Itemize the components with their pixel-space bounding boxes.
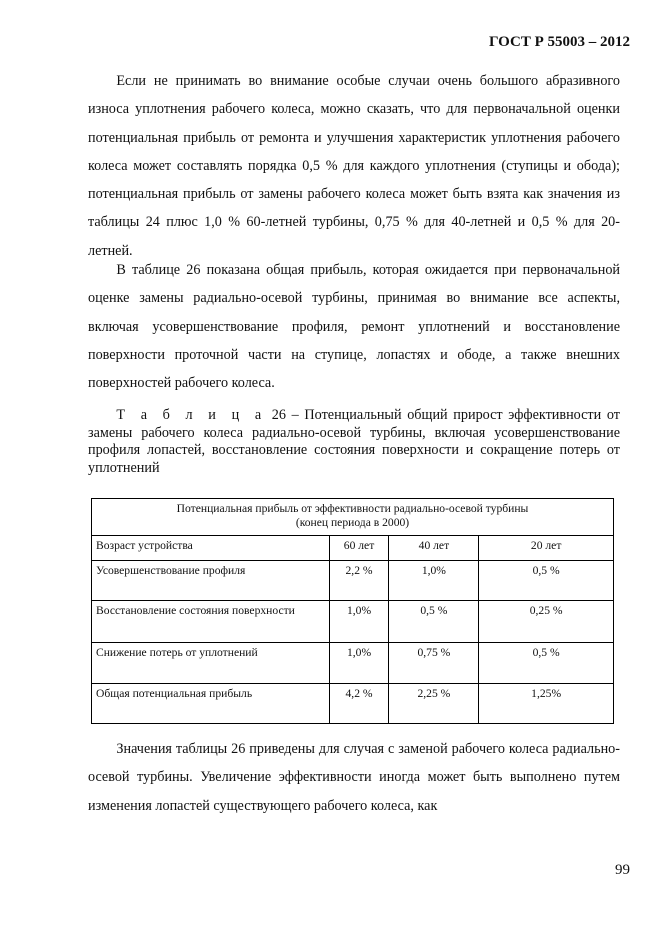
paragraph-3 bbox=[88, 735, 620, 820]
table-title-line-1: Потенциальная прибыль от эффективности радиально-осевой турбины bbox=[176, 502, 529, 515]
cell-40: 0,75 % bbox=[389, 643, 479, 684]
table-row bbox=[92, 601, 614, 643]
cell-20: 0,25 % bbox=[479, 601, 614, 643]
page-number: 99 bbox=[615, 862, 630, 878]
paragraph-1 bbox=[88, 67, 620, 265]
cell-20: 0,5 % bbox=[479, 561, 614, 601]
table-row bbox=[92, 643, 614, 684]
col-header-40: 40 лет bbox=[389, 536, 479, 561]
table-title-line-2: (конец периода в 2000) bbox=[295, 516, 410, 529]
table-title-cell bbox=[92, 499, 614, 536]
row-label: Восстановление состояния поверхности bbox=[92, 601, 330, 643]
document-header: ГОСТ Р 55003 – 2012 bbox=[488, 34, 630, 50]
table-header-row bbox=[92, 536, 614, 561]
col-header-20: 20 лет bbox=[479, 536, 614, 561]
row-label: Общая потенциальная прибыль bbox=[92, 684, 330, 724]
col-header-age: Возраст устройства bbox=[92, 536, 330, 561]
cell-60: 1,0% bbox=[329, 601, 389, 643]
cell-60: 1,0% bbox=[329, 643, 389, 684]
col-header-60: 60 лет bbox=[329, 536, 389, 561]
table-title-row bbox=[92, 499, 614, 536]
table-caption-text: 26 – Потенциальный общий прирост эффективности от замены рабочего колеса радиально-осевой турбины, включая усовершенствование профиля лопастей, восстановление состояния поверхности и сокращение потерь от уплотнений bbox=[88, 407, 620, 476]
cell-40: 0,5 % bbox=[389, 601, 479, 643]
table-caption-label: Т а б л и ц а bbox=[116, 407, 267, 423]
table-row bbox=[92, 684, 614, 724]
row-label: Усовершенствование профиля bbox=[92, 561, 330, 601]
efficiency-table bbox=[91, 498, 614, 724]
cell-40: 2,25 % bbox=[389, 684, 479, 724]
cell-40: 1,0% bbox=[389, 561, 479, 601]
cell-60: 2,2 % bbox=[329, 561, 389, 601]
table-caption bbox=[88, 407, 620, 477]
table-row bbox=[92, 561, 614, 601]
paragraph-1-text: Если не принимать во внимание особые случаи очень большого абразивного износа уплотнения рабочего колеса, можно сказать, что для первоначальной оценки потенциальная прибыль от ремонта и улучшения характеристик уплотнения рабочего колеса может составлять порядка 0,5 % для каждого уплотнения (ступицы и обода); потенциальная прибыль от замены рабочего колеса может быть взята как значения из таблицы 24 плюс 1,0 % 60-летней турбины, 0,75 % для 40-летней и 0,5 % для 20-летней. bbox=[88, 73, 620, 259]
paragraph-2 bbox=[88, 256, 620, 397]
paragraph-2-text: В таблице 26 показана общая прибыль, которая ожидается при первоначальной оценке замены радиально-осевой турбины, принимая во внимание все аспекты, включая усовершенствование профиля, ремонт уплотнений и восстановление поверхности проточной части на ступице, лопастях и ободе, а также внешних поверхностей рабочего колеса. bbox=[88, 262, 620, 392]
cell-60: 4,2 % bbox=[329, 684, 389, 724]
cell-20: 1,25% bbox=[479, 684, 614, 724]
paragraph-3-text: Значения таблицы 26 приведены для случая с заменой рабочего колеса радиально-осевой турбины. Увеличение эффективности иногда может быть выполнено путем изменения лопастей существующего рабочего колеса, как bbox=[88, 741, 620, 814]
row-label: Снижение потерь от уплотнений bbox=[92, 643, 330, 684]
cell-20: 0,5 % bbox=[479, 643, 614, 684]
